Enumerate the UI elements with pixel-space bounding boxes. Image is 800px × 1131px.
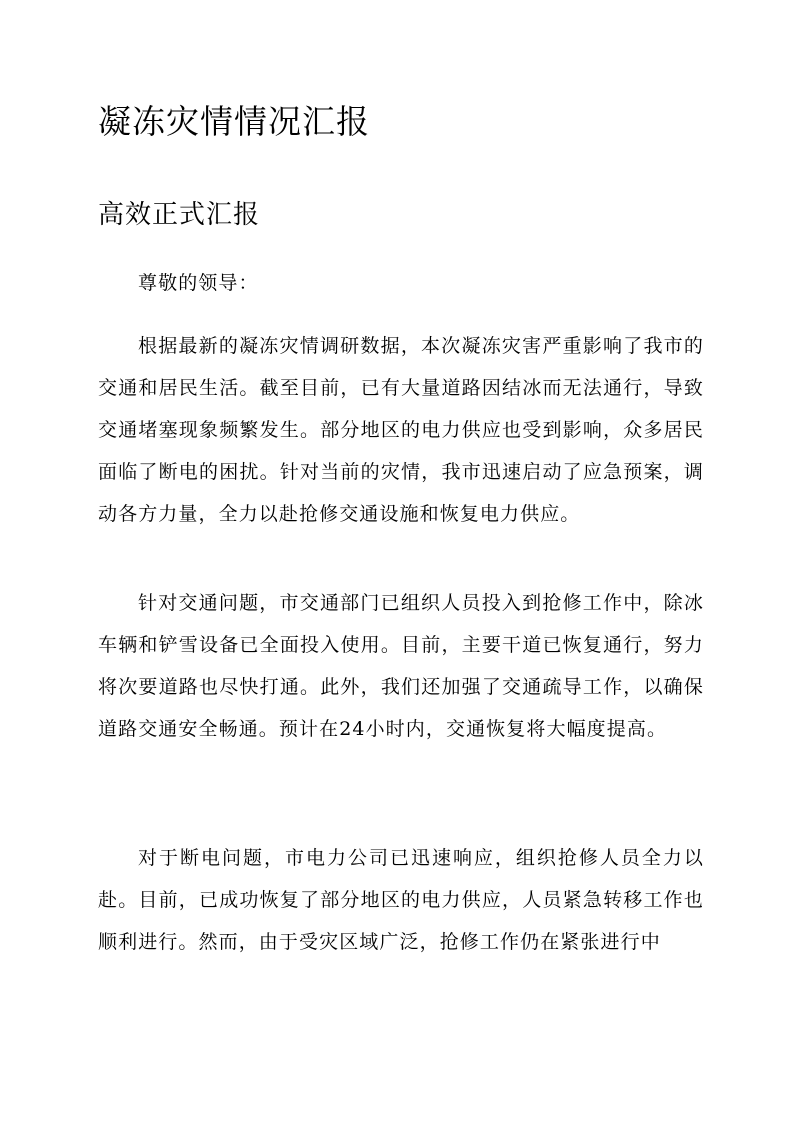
salutation: 尊敬的领导： — [138, 272, 259, 294]
paragraph-power: 对于断电问题，市电力公司已迅速响应，组织抢修人员全力以赴。目前，已成功恢复了部分地区的电力供应，人员紧急转移工作也顺利进行。然而，由于受灾区域广泛，抢修工作仍在紧张进行中 — [98, 847, 704, 953]
paragraph-situation: 根据最新的凝冻灾情调研数据，本次凝冻灾害严重影响了我市的交通和居民生活。截至目前，已有大量道路因结冰而无法通行，导致交通堵塞现象频繁发生。部分地区的电力供应也受到影响，众多居民面临了断电的困扰。针对当前的灾情，我市迅速启动了应急预案，调动各方力量，全力以赴抢修交通设施和恢复电力供应。 — [98, 335, 704, 525]
document-subtitle: 高效正式汇报 — [98, 200, 261, 230]
paragraph-traffic: 针对交通问题，市交通部门已组织人员投入到抢修工作中，除冰车辆和铲雪设备已全面投入使用。目前，主要干道已恢复通行，努力将次要道路也尽快打通。此外，我们还加强了交通疏导工作，以确保道路交通安全畅通。预计在24小时内，交通恢复将大幅度提高。 — [98, 592, 704, 740]
document-title: 凝冻灾情情况汇报 — [98, 102, 370, 141]
